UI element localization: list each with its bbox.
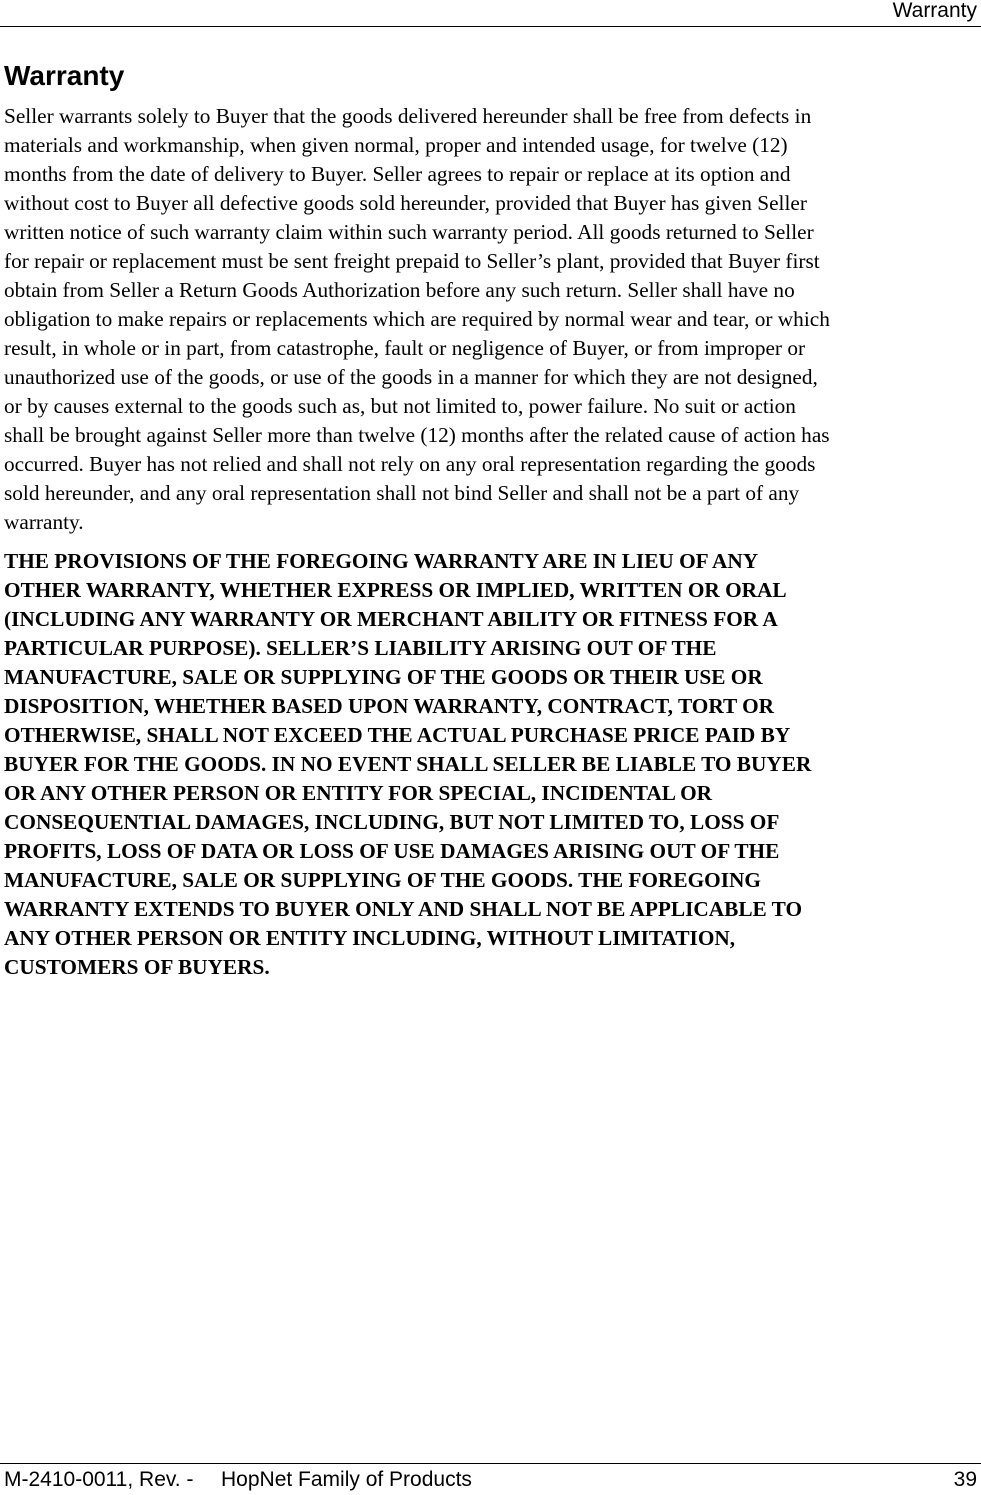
footer-document-number: M-2410-0011, Rev. - <box>4 1468 194 1491</box>
disclaimer-paragraph: THE PROVISIONS OF THE FOREGOING WARRANTY ARE IN LIEU OF ANY OTHER WARRANTY, WHETHER EXPRESS OR IMPLIED, WRITTEN OR ORAL (INCLUDING ANY WARRANTY OR MERCHANT ABILITY OR FITNESS FOR A PARTICULAR PURPOSE). SELLER’S LIABILITY ARISING OUT OF THE MANUFACTURE, SALE OR SUPPLYING OF THE GOODS OR THEIR USE OR DISPOSITION, WHETHER BASED UPON WARRANTY, CONTRACT, TORT OR OTHERWISE, SHALL NOT EXCEED THE ACTUAL PURCHASE PRICE PAID BY BUYER FOR THE GOODS. IN NO EVENT SHALL SELLER BE LIABLE TO BUYER OR ANY OTHER PERSON OR ENTITY FOR SPECIAL, INCIDENTAL OR CONSEQUENTIAL DAMAGES, INCLUDING, BUT NOT LIMITED TO, LOSS OF PROFITS, LOSS OF DATA OR LOSS OF USE DAMAGES ARISING OUT OF THE MANUFACTURE, SALE OR SUPPLYING OF THE GOODS. THE FOREGOING WARRANTY EXTENDS TO BUYER ONLY AND SHALL NOT BE APPLICABLE TO ANY OTHER PERSON OR ENTITY INCLUDING, WITHOUT LIMITATION, CUSTOMERS OF BUYERS. <box>4 549 812 979</box>
footer-page-number: 39 <box>953 1468 977 1491</box>
section-title: Warranty <box>4 60 125 91</box>
warranty-paragraph: Seller warrants solely to Buyer that the goods delivered hereunder shall be free from defects in materials and workmanship, when given normal, proper and intended usage, for twelve (12) months from the date of delivery to Buyer. Seller agrees to repair or replace at its option and without cost to Buyer all defective goods sold hereunder, provided that Buyer has given Seller written notice of such warranty claim within such warranty period. All goods returned to Seller for repair or replacement must be sent freight prepaid to Seller’s plant, provided that Buyer first obtain from Seller a Return Goods Authorization before any such return. Seller shall have no obligation to make repairs or replacements which are required by normal wear and tear, or which result, in whole or in part, from catastrophe, fault or negligence of Buyer, or from improper or unauthorized use of the goods, or use of the goods in a manner for which they are not designed, or by causes external to the goods such as, but not limited to, power failure. No suit or action shall be brought against Seller more than twelve (12) months after the related cause of action has occurred. Buyer has not relied and shall not rely on any oral representation regarding the goods sold hereunder, and any oral representation shall not bind Seller and shall not be a part of any warranty. <box>4 104 830 534</box>
footer-product-name: HopNet Family of Products <box>221 1468 472 1491</box>
running-header-title: Warranty <box>892 0 977 22</box>
page-footer <box>0 1463 981 1495</box>
running-header <box>0 0 981 27</box>
